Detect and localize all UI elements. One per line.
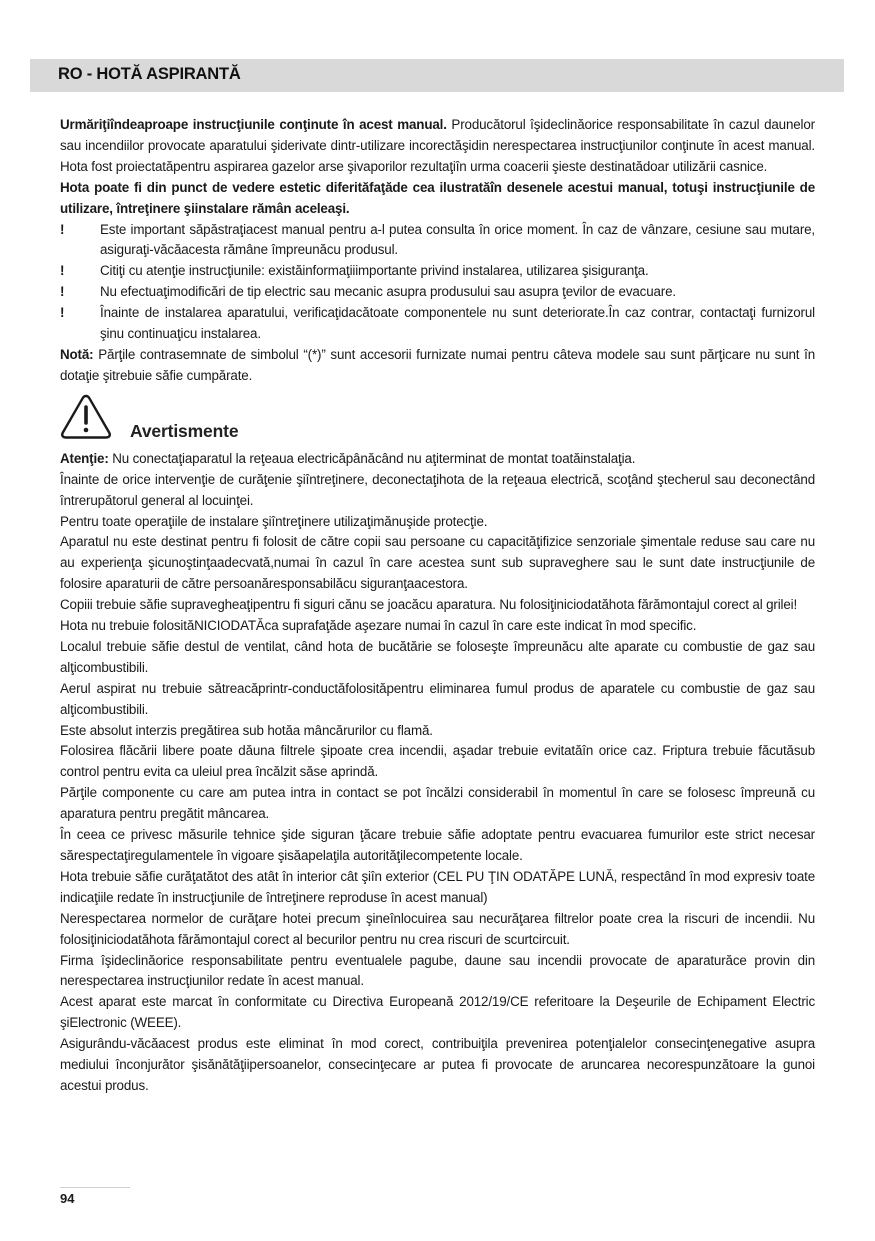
list-item-text: Citiţi cu atenţie instrucţiunile: existăinformaţiiimportante privind instalarea, utilizarea şisiguranţa. [100, 263, 649, 279]
page-content [60, 115, 815, 1097]
warning-paragraph: Hota nu trebuie folosităNICIODATĂca suprafaţăde aşezare numai în cazul în care este indicat în mod specific. [60, 618, 697, 634]
exclamation-icon: ! [60, 263, 65, 279]
exclamation-icon: ! [60, 305, 65, 321]
note-text: Părţile contrasemnate de simbolul “(*)” sunt accesorii furnizate numai pentru câteva modele sau sunt părţicare nu sunt în dotaţie şitrebuie săfie cumpărate. [60, 346, 815, 383]
warning-paragraph: Nerespectarea normelor de curăţare hotei precum şineînlocuirea sau necurăţarea filtrelor poate crea la riscuri de incendii. Nu folosiţiniciodatăhota fărămontajul corect al becurilor pentru nu crea riscuri de scurtcircuit. [60, 910, 815, 947]
warnings-heading [60, 387, 815, 449]
list-item [60, 261, 815, 282]
note-label: Notă: [60, 346, 94, 362]
warning-paragraph: Folosirea flăcării libere poate dăuna filtrele şipoate crea incendii, aşadar trebuie evitatăîn orice caz. Friptura trebuie făcutăsub control pentru evita ca uleiul prea încălzit săse aprindă. [60, 743, 815, 780]
list-item-text: Este important săpăstraţiacest manual pentru a-l putea consulta în orice moment. În caz de vânzare, cesiune sau mutare, asiguraţi-văcăacesta rămâne împreunăcu produsul. [100, 221, 815, 258]
list-item-text: Nu efectuaţimodificări de tip electric sau mecanic asupra produsului sau asupra ţevilor de evacuare. [100, 284, 676, 300]
list-item [60, 282, 815, 303]
attention-paragraph [60, 449, 815, 470]
exclamation-icon: ! [60, 221, 65, 237]
warning-paragraph: Copiii trebuie săfie supravegheaţipentru fi siguri cănu se joacăcu aparatura. Nu folosiţiniciodatăhota fărămontajul corect al grilei! [60, 597, 798, 613]
warning-paragraph: Pentru toate operaţiile de instalare şiîntreţinere utilizaţimănuşide protecţie. [60, 513, 488, 529]
list-item-text: Înainte de instalarea aparatului, verificaţidacătoate componentele nu sunt deteriorate.În caz contrar, contactaţi furnizorul şinu continuaţicu instalarea. [100, 305, 815, 342]
warning-paragraph: Aerul aspirat nu trebuie sătreacăprintr-conductăfolosităpentru eliminarea fumul produs de aparatele cu combustie de gaz sau alţicombustibili. [60, 680, 815, 717]
warning-paragraph: Hota trebuie săfie curăţatătot des atât în interior cât şiîn exterior (CEL PU ŢIN ODATĂPE LUNĂ, respectând în mod expresiv toate indicaţiile redate în instrucţiunile de întreţinere reproduse în acest manual) [60, 868, 815, 905]
list-item [60, 220, 815, 262]
footer-divider [60, 1187, 130, 1188]
warning-paragraph: Înainte de orice intervenţie de curăţenie şiîntreţinere, deconectaţihota de la reţeaua electrică, scoţând ştecherul sau deconectând întrerupătorul general al locuinţei. [60, 471, 815, 508]
warning-triangle-icon [60, 393, 112, 439]
intro-body: Producătorul îşideclinăorice responsabilitate în cazul daunelor sau incendiilor provocate aparatului şiderivate dintr-utilizare incorectăşidin nerespectarea instrucţiunilor conţinute în acest manual. Hota fost proiectatăpentru aspirarea gazelor arse şivaporilor rezultaţiîn urma coacerii şieste destinatădoar utilizării casnice. [60, 117, 815, 174]
page-number: 94 [60, 1191, 75, 1206]
section-header-bar [30, 59, 844, 92]
list-item [60, 303, 815, 345]
warning-paragraph: Este absolut interzis pregătirea sub hotăa mâncărurilor cu flamă. [60, 722, 433, 738]
warning-paragraph: Acest aparat este marcat în conformitate cu Directiva Europeană 2012/19/CE referitoare la Deşeurile de Echipament Electric şiElectronic (WEEE). [60, 994, 815, 1031]
warning-paragraph: Părţile componente cu care am putea intra in contact se pot încălzi considerabil în momentul în care se folosesc împreună cu aparatura pentru pregătit mâncarea. [60, 785, 815, 822]
attention-label: Atenţie: [60, 450, 109, 466]
warning-paragraph: Aparatul nu este destinat pentru fi folosit de către copii sau persoane cu capacităţifizice senzoriale şimentale reduse sau care nu au experienţa şicunoştinţaadecvată,numai în cazul în care acestea sunt sub supraveghere sau le sunt date instrucţiunile de folosire aparaturii de către persoanăresponsabilăcu siguranţaacestora. [60, 534, 815, 592]
warnings-title: Avertismente [130, 420, 239, 441]
warning-paragraph: În ceea ce privesc măsurile tehnice şide siguran ţăcare trebuie săfie adoptate pentru evacuarea fumurilor este strict necesar sărespectaţiregulamentele în vigoare şisăapelaţila autorităţilecompetente locale. [60, 827, 815, 863]
warning-paragraph: Localul trebuie săfie destul de ventilat, când hota de bucătărie se foloseşte împreunăcu alte aparate cu combustie de gaz sau alţicombustibili. [60, 638, 815, 675]
warning-paragraph: Firma îşideclinăorice responsabilitate pentru eventualele pagube, daune sau incendii provocate de aparaturăce provin din nerespectarea instrucţiunilor redate în acest manual. [60, 952, 815, 989]
attention-text: Nu conectaţiaparatul la reţeaua electricăpânăcând nu aţiterminat de montat toatăinstalaţia. [108, 450, 636, 466]
section-title: RO - HOTĂ ASPIRANTĂ [58, 65, 241, 83]
exclamation-icon: ! [60, 284, 65, 300]
note-paragraph [60, 345, 815, 387]
intro-lead: Urmăriţiîndeaproape instrucţiunile conţinute în acest manual. [60, 117, 447, 132]
warning-paragraph: Asigurându-văcăacest produs este eliminat în mod corect, contribuiţila prevenirea potenţialelor consecinţenegative asupra mediului înconjurător şisănătăţiipersoanelor, consecinţecare ar putea fi provocate de aruncarea necorespunzătoare la gunoi acestui produs. [60, 1036, 815, 1093]
design-note: Hota poate fi din punct de vedere estetic diferităfaţăde cea ilustratăîn desenele acestui manual, totuşi instrucţiunile de utilizare, întreţinere şiinstalare rămân aceleaşi. [60, 179, 815, 216]
intro-paragraph [60, 115, 815, 178]
